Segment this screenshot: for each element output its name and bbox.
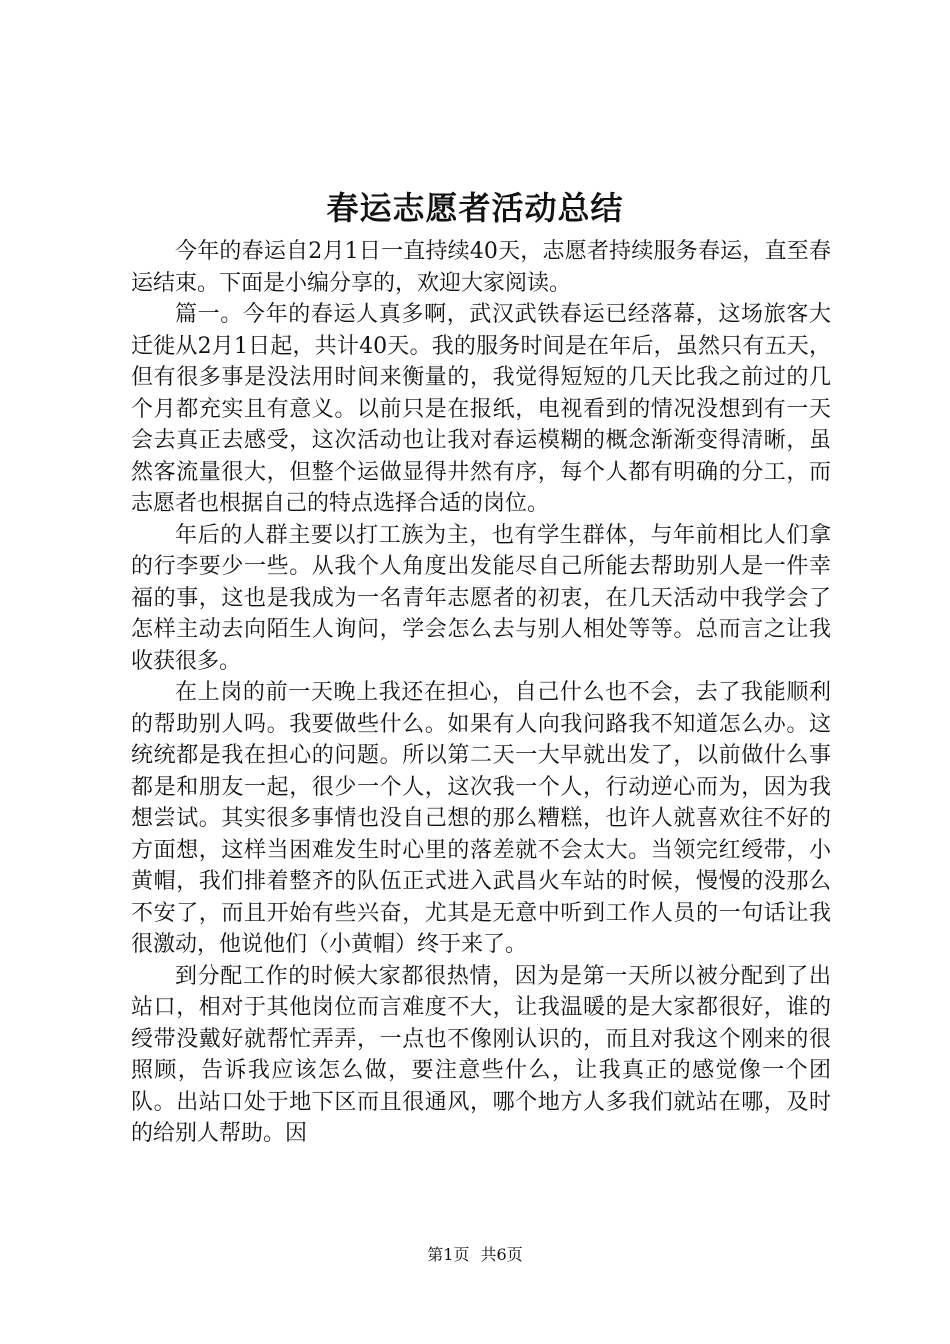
page-footer bbox=[0, 1244, 950, 1266]
paragraph-after-new-year: 年后的人群主要以打工族为主，也有学生群体，与年前相比人们拿的行李要少一些。从我个人角度出发能尽自己所能去帮助别人是一件幸福的事，这也是我成为一名青年志愿者的初衷，在几天活动中我学会了怎样主动去向陌生人询问，学会怎么去与别人相处等等。总而言之让我收获很多。 bbox=[131, 522, 831, 674]
paragraph-part-one: 篇一。今年的春运人真多啊，武汉武铁春运已经落幕，这场旅客大迁徙从2月1日起，共计40天。我的服务时间是在年后，虽然只有五天，但有很多事是没法用时间来衡量的，我觉得短短的几天比我之前过的几个月都充实且有意义。以前只是在报纸，电视看到的情况没想到有一天会去真正去感受，这次活动也让我对春运模糊的概念渐渐变得清晰，虽然客流量很大，但整个运做显得井然有序，每个人都有明确的分工，而志愿者也根据自己的特点选择合适的岗位。 bbox=[131, 302, 831, 516]
page-number-total: 共6页 bbox=[480, 1245, 523, 1264]
document-body bbox=[131, 236, 831, 1150]
paragraph-work-assignment: 到分配工作的时候大家都很热情，因为是第一天所以被分配到了出站口，相对于其他岗位而言难度不大，让我温暖的是大家都很好，谁的绶带没戴好就帮忙弄弄，一点也不像刚认识的，而且对我这个刚来的很照顾，告诉我应该怎么做，要注意些什么，让我真正的感觉像一个团队。出站口处于地下区而且很通风，哪个地方人多我们就站在哪，及时的给别人帮助。因 bbox=[131, 963, 831, 1146]
paragraph-intro: 今年的春运自2月1日一直持续40天，志愿者持续服务春运，直至春运结束。下面是小编分享的，欢迎大家阅读。 bbox=[131, 239, 831, 296]
page-number-current: 第1页 bbox=[427, 1245, 470, 1264]
paragraph-before-duty: 在上岗的前一天晚上我还在担心，自己什么也不会，去了我能顺利的帮助别人吗。我要做些什么。如果有人向我问路我不知道怎么办。这统统都是我在担心的问题。所以第二天一大早就出发了，以前做什么事都是和朋友一起，很少一个人，这次我一个人，行动逆心而为，因为我想尝试。其实很多事情也没自己想的那么糟糕，也许人就喜欢往不好的方面想，这样当困难发生时心里的落差就不会太大。当领完红绶带，小黄帽，我们排着整齐的队伍正式进入武昌火车站的时候，慢慢的没那么不安了，而且开始有些兴奋，尤其是无意中听到工作人员的一句话让我很激动，他说他们（小黄帽）终于来了。 bbox=[131, 680, 831, 957]
document-title: 春运志愿者活动总结 bbox=[326, 189, 624, 227]
